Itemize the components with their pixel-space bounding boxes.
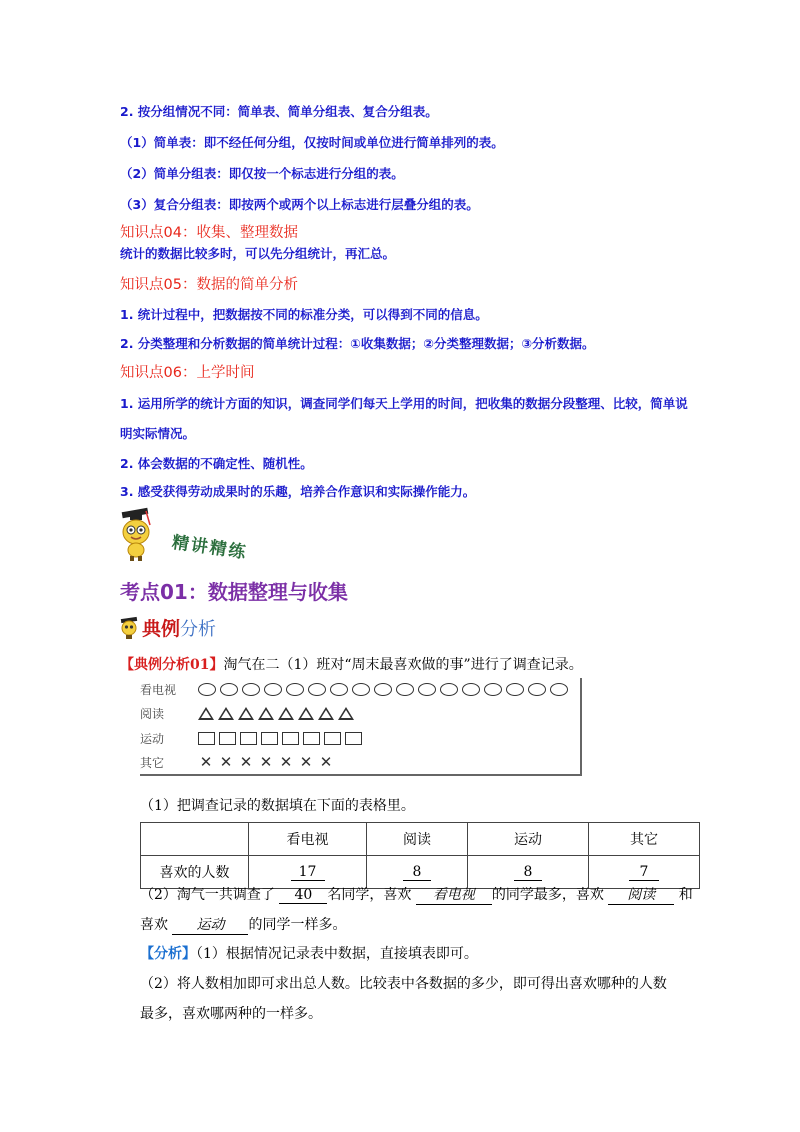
table-header-cell [141,823,249,856]
example-label-b: 分析 [180,618,217,640]
x-mark: ✕ [259,753,273,771]
question-text: 的同学最多，喜欢 [491,887,604,903]
example-intro [120,654,583,674]
circle-mark [264,683,282,696]
circle-mark [220,683,238,696]
x-mark: ✕ [299,753,313,771]
triangle-mark [218,707,234,720]
data-table [140,822,700,889]
record-label: 阅读 [140,706,165,721]
text-line: 2. 体会数据的不确定性、随机性。 [120,456,313,471]
x-mark: ✕ [239,753,253,771]
answer-most: 看电视 [416,884,492,905]
record-row-sport [140,727,362,749]
answer-value: 8 [514,864,542,881]
answer-value: 7 [629,864,659,881]
circle-mark [374,683,392,696]
record-row-other [140,751,334,773]
record-label: 看电视 [140,682,177,697]
answer-same-1: 阅读 [608,884,674,905]
question-2-line1 [140,884,693,905]
question-text: 喜欢 [140,917,168,933]
circle-mark [308,683,326,696]
circle-mark [506,683,524,696]
table-header-cell: 运动 [468,823,589,856]
square-mark [282,732,299,745]
analysis-line1 [140,943,478,963]
circle-mark [330,683,348,696]
circle-mark [462,683,480,696]
question-1: （1）把调查记录的数据填在下面的表格里。 [140,798,415,814]
triangle-mark [258,707,274,720]
section-heading: 知识点05：数据的简单分析 [120,277,298,293]
record-symbols [198,732,362,745]
text-line: 2. 按分组情况不同：简单表、简单分组表、复合分组表。 [120,104,438,119]
text-line: 明实际情况。 [120,426,196,441]
survey-record [140,678,582,776]
text-line: 1. 运用所学的统计方面的知识，调查同学们每天上学用的时间，把收集的数据分段整理、比较，简单说 [120,396,688,411]
circle-mark [550,683,568,696]
text-line: （2）简单分组表：即仅按一个标志进行分组的表。 [120,166,404,181]
analysis-line2: （2）将人数相加即可求出总人数。比较表中各数据的多少，即可得出喜欢哪种的人数 [140,976,667,992]
circle-mark [198,683,216,696]
kaodian-heading: 考点01：数据整理与收集 [120,580,348,604]
answer-same-2: 运动 [172,914,248,935]
circle-mark [352,683,370,696]
analysis-text: （1）根据情况记录表中数据，直接填表即可。 [196,946,478,962]
circle-mark [418,683,436,696]
text-line: 1. 统计过程中，把数据按不同的标准分类，可以得到不同的信息。 [120,307,488,322]
record-label: 运动 [140,731,165,746]
table-row-label: 喜欢的人数 [141,856,249,889]
answer-value: 8 [403,864,431,881]
square-mark [324,732,341,745]
square-mark [240,732,257,745]
example-tag: 【典例分析01】 [120,657,224,673]
circle-mark [242,683,260,696]
section-heading: 知识点04：收集、整理数据 [120,225,298,241]
text-line: 3. 感受获得劳动成果时的乐趣，培养合作意识和实际操作能力。 [120,484,476,499]
x-mark: ✕ [279,753,293,771]
table-header-cell: 其它 [589,823,700,856]
example-text: 淘气在二（1）班对“周末最喜欢做的事”进行了调查记录。 [223,657,583,673]
x-mark: ✕ [219,753,233,771]
record-label: 其它 [140,755,165,770]
text-line: （3）复合分组表：即按两个或两个以上标志进行层叠分组的表。 [120,197,479,212]
circle-mark [528,683,546,696]
banner-title: 精讲精练 [170,532,249,564]
circle-mark [484,683,502,696]
triangle-mark [298,707,314,720]
text-line: 统计的数据比较多时，可以先分组统计，再汇总。 [120,246,396,261]
square-mark [345,732,362,745]
square-mark [303,732,320,745]
text-line: （1）简单表：即不经任何分组，仅按时间或单位进行简单排列的表。 [120,135,504,150]
record-symbols [198,683,568,696]
x-mark: ✕ [319,753,333,771]
record-symbols [198,707,354,720]
record-row-tv [140,678,568,700]
lecture-banner [116,505,276,565]
section-heading: 知识点06：上学时间 [120,365,255,381]
question-text: 和 [678,887,693,903]
question-text: （2）淘气一共调查了 [140,887,275,903]
example-label [118,614,216,641]
question-text: 名同学，喜欢 [327,887,412,903]
circle-mark [440,683,458,696]
analysis-tag: 【分析】 [140,946,196,962]
answer-total: 40 [279,887,327,904]
table-header-row [141,823,700,856]
question-text: 的同学一样多。 [248,917,347,933]
record-row-reading [140,702,354,724]
circle-mark [396,683,414,696]
table-header-cell: 看电视 [249,823,367,856]
x-mark: ✕ [199,753,213,771]
square-mark [198,732,215,745]
triangle-mark [198,707,214,720]
example-label-a: 典例 [142,618,181,640]
answer-value: 17 [291,864,325,881]
triangle-mark [318,707,334,720]
table-header-cell: 阅读 [367,823,468,856]
triangle-mark [338,707,354,720]
mascot-small-icon [118,616,142,640]
analysis-line3: 最多，喜欢哪两种的一样多。 [140,1006,322,1022]
question-2-line2 [140,914,346,935]
square-mark [261,732,278,745]
record-symbols [198,753,334,771]
text-line: 2. 分类整理和分析数据的简单统计过程：①收集数据；②分类整理数据；③分析数据。 [120,336,595,351]
circle-mark [286,683,304,696]
triangle-mark [278,707,294,720]
square-mark [219,732,236,745]
triangle-mark [238,707,254,720]
